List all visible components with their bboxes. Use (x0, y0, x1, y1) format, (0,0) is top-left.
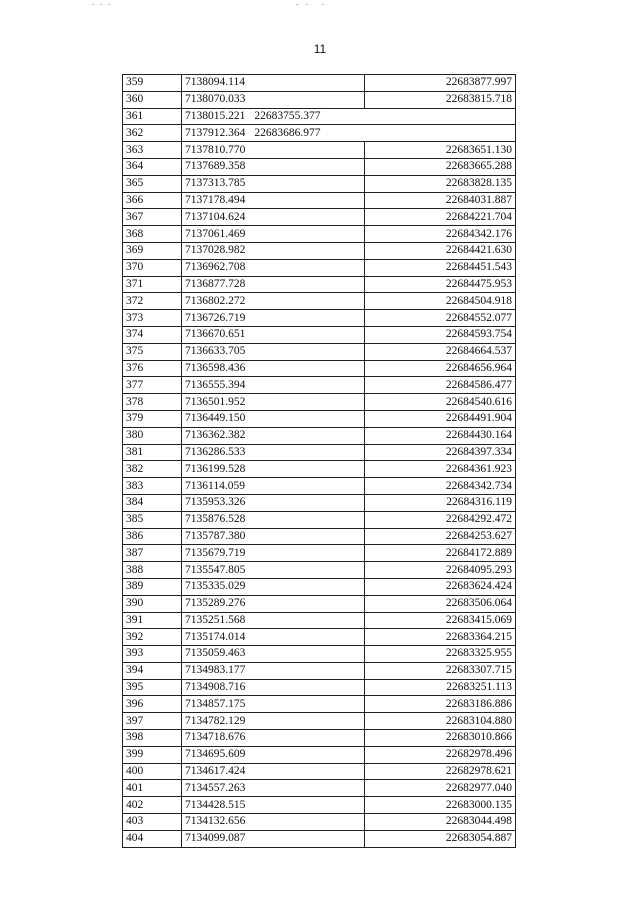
table-row (123, 75, 516, 92)
table-row (123, 511, 516, 528)
x-coordinate-cell: 7137689.358 (182, 158, 365, 175)
x-coordinate-cell: 7134099.087 (182, 830, 365, 847)
point-number-cell: 375 (123, 343, 182, 360)
x-coordinate-cell: 7136114.059 (182, 478, 365, 495)
table-row (123, 578, 516, 595)
x-coordinate-cell: 7134557.263 (182, 780, 365, 797)
y-coordinate-cell: 22683364.215 (365, 629, 516, 646)
y-coordinate: 22683755.377 (254, 109, 321, 122)
y-coordinate-cell: 22684342.734 (365, 478, 516, 495)
y-coordinate-cell: 22684031.887 (365, 192, 516, 209)
x-coordinate-cell: 7135174.014 (182, 629, 365, 646)
table-row (123, 746, 516, 763)
x-coordinate-cell: 7135679.719 (182, 545, 365, 562)
x-coordinate-cell: 7136633.705 (182, 343, 365, 360)
merged-coordinate-cell (182, 108, 516, 125)
y-coordinate-cell: 22683506.064 (365, 595, 516, 612)
point-number-cell: 393 (123, 646, 182, 663)
table-row (123, 276, 516, 293)
point-number-cell: 396 (123, 696, 182, 713)
y-coordinate-cell: 22684504.918 (365, 293, 516, 310)
point-number-cell: 388 (123, 562, 182, 579)
table-row (123, 679, 516, 696)
table-row (123, 494, 516, 511)
point-number-cell: 400 (123, 763, 182, 780)
y-coordinate-cell: 22684656.964 (365, 360, 516, 377)
point-number-cell: 370 (123, 259, 182, 276)
y-coordinate-cell: 22683251.113 (365, 679, 516, 696)
x-coordinate-cell: 7134617.424 (182, 763, 365, 780)
point-number-cell: 380 (123, 427, 182, 444)
table-row (123, 797, 516, 814)
y-coordinate-cell: 22684552.077 (365, 310, 516, 327)
y-coordinate-cell: 22683651.130 (365, 142, 516, 159)
point-number-cell: 381 (123, 444, 182, 461)
table-row (123, 478, 516, 495)
y-coordinate-cell: 22683815.718 (365, 91, 516, 108)
y-coordinate-cell: 22683104.880 (365, 713, 516, 730)
x-coordinate-cell: 7136598.436 (182, 360, 365, 377)
point-number-cell: 391 (123, 612, 182, 629)
coordinates-table-body (123, 75, 516, 848)
y-coordinate-cell: 22684421.630 (365, 242, 516, 259)
point-number-cell: 386 (123, 528, 182, 545)
x-coordinate-cell: 7136362.382 (182, 427, 365, 444)
y-coordinate-cell: 22683000.135 (365, 797, 516, 814)
y-coordinate-cell: 22684586.477 (365, 377, 516, 394)
y-coordinate-cell: 22684451.543 (365, 259, 516, 276)
y-coordinate-cell: 22683044.498 (365, 814, 516, 831)
table-row (123, 830, 516, 847)
y-coordinate-cell: 22683828.135 (365, 175, 516, 192)
y-coordinate-cell: 22684664.537 (365, 343, 516, 360)
x-coordinate-cell: 7136670.651 (182, 326, 365, 343)
table-row (123, 696, 516, 713)
point-number-cell: 360 (123, 91, 182, 108)
x-coordinate-cell: 7136501.952 (182, 394, 365, 411)
point-number-cell: 369 (123, 242, 182, 259)
point-number-cell: 384 (123, 494, 182, 511)
table-row (123, 461, 516, 478)
y-coordinate-cell: 22684397.334 (365, 444, 516, 461)
x-coordinate-cell: 7137313.785 (182, 175, 365, 192)
point-number-cell: 371 (123, 276, 182, 293)
point-number-cell: 399 (123, 746, 182, 763)
table-row (123, 226, 516, 243)
x-coordinate-cell: 7136286.533 (182, 444, 365, 461)
table-row (123, 377, 516, 394)
point-number-cell: 376 (123, 360, 182, 377)
table-row (123, 444, 516, 461)
table-row (123, 629, 516, 646)
x-coordinate-cell: 7135787.380 (182, 528, 365, 545)
y-coordinate-cell: 22683054.887 (365, 830, 516, 847)
point-number-cell: 359 (123, 75, 182, 92)
y-coordinate-cell: 22684316.119 (365, 494, 516, 511)
y-coordinate-cell: 22683186.886 (365, 696, 516, 713)
y-coordinate-cell: 22683325.955 (365, 646, 516, 663)
x-coordinate-cell: 7134857.175 (182, 696, 365, 713)
x-coordinate-cell: 7135289.276 (182, 595, 365, 612)
point-number-cell: 392 (123, 629, 182, 646)
x-coordinate-cell: 7134695.609 (182, 746, 365, 763)
x-coordinate-cell: 7137104.624 (182, 209, 365, 226)
x-coordinate: 7137912.364 (185, 126, 246, 139)
table-row (123, 192, 516, 209)
table-row (123, 713, 516, 730)
table-row (123, 763, 516, 780)
table-row (123, 780, 516, 797)
point-number-cell: 382 (123, 461, 182, 478)
y-coordinate-cell: 22682977.040 (365, 780, 516, 797)
point-number-cell: 363 (123, 142, 182, 159)
y-coordinate-cell: 22683624.424 (365, 578, 516, 595)
table-row (123, 175, 516, 192)
x-coordinate-cell: 7138070.033 (182, 91, 365, 108)
y-coordinate-cell: 22684491.904 (365, 410, 516, 427)
x-coordinate-cell: 7134908.716 (182, 679, 365, 696)
y-coordinate-cell: 22684540.616 (365, 394, 516, 411)
table-row (123, 91, 516, 108)
y-coordinate-cell: 22684475.953 (365, 276, 516, 293)
x-coordinate-cell: 7135953.326 (182, 494, 365, 511)
table-row (123, 293, 516, 310)
point-number-cell: 402 (123, 797, 182, 814)
point-number-cell: 398 (123, 730, 182, 747)
x-coordinate-cell: 7137028.982 (182, 242, 365, 259)
point-number-cell: 377 (123, 377, 182, 394)
coordinates-table (122, 74, 516, 848)
table-row (123, 545, 516, 562)
y-coordinate-cell: 22684253.627 (365, 528, 516, 545)
y-coordinate-cell: 22684361.923 (365, 461, 516, 478)
point-number-cell: 365 (123, 175, 182, 192)
y-coordinate-cell: 22684292.472 (365, 511, 516, 528)
table-row (123, 730, 516, 747)
table-row (123, 662, 516, 679)
merged-coordinate-cell (182, 125, 516, 142)
table-row (123, 562, 516, 579)
x-coordinate-cell: 7137178.494 (182, 192, 365, 209)
x-coordinate-cell: 7136962.708 (182, 259, 365, 276)
x-coordinate-cell: 7136726.719 (182, 310, 365, 327)
y-coordinate-cell: 22683307.715 (365, 662, 516, 679)
x-coordinate-cell: 7134718.676 (182, 730, 365, 747)
scan-specks (60, 4, 360, 10)
y-coordinate-cell: 22684172.889 (365, 545, 516, 562)
table-row (123, 595, 516, 612)
point-number-cell: 395 (123, 679, 182, 696)
point-number-cell: 367 (123, 209, 182, 226)
table-row (123, 108, 516, 125)
x-coordinate-cell: 7135335.029 (182, 578, 365, 595)
point-number-cell: 364 (123, 158, 182, 175)
x-coordinate-cell: 7137061.469 (182, 226, 365, 243)
y-coordinate-cell: 22684593.754 (365, 326, 516, 343)
y-coordinate-cell: 22683010.866 (365, 730, 516, 747)
point-number-cell: 383 (123, 478, 182, 495)
x-coordinate-cell: 7136802.272 (182, 293, 365, 310)
y-coordinate-cell: 22683877.997 (365, 75, 516, 92)
point-number-cell: 362 (123, 125, 182, 142)
table-row (123, 410, 516, 427)
x-coordinate-cell: 7135547.805 (182, 562, 365, 579)
x-coordinate-cell: 7136449.150 (182, 410, 365, 427)
y-coordinate-cell: 22682978.621 (365, 763, 516, 780)
point-number-cell: 404 (123, 830, 182, 847)
y-coordinate-cell: 22684095.293 (365, 562, 516, 579)
x-coordinate-cell: 7138094.114 (182, 75, 365, 92)
table-row (123, 528, 516, 545)
point-number-cell: 387 (123, 545, 182, 562)
table-row (123, 612, 516, 629)
y-coordinate: 22683686.977 (254, 126, 321, 139)
x-coordinate-cell: 7134428.515 (182, 797, 365, 814)
point-number-cell: 374 (123, 326, 182, 343)
point-number-cell: 397 (123, 713, 182, 730)
table-row (123, 259, 516, 276)
point-number-cell: 403 (123, 814, 182, 831)
point-number-cell: 401 (123, 780, 182, 797)
x-coordinate-cell: 7134132.656 (182, 814, 365, 831)
table-row (123, 209, 516, 226)
table-row (123, 394, 516, 411)
y-coordinate-cell: 22684221.704 (365, 209, 516, 226)
point-number-cell: 385 (123, 511, 182, 528)
point-number-cell: 373 (123, 310, 182, 327)
x-coordinate-cell: 7134983.177 (182, 662, 365, 679)
point-number-cell: 390 (123, 595, 182, 612)
x-coordinate-cell: 7135059.463 (182, 646, 365, 663)
point-number-cell: 366 (123, 192, 182, 209)
y-coordinate-cell: 22683415.069 (365, 612, 516, 629)
point-number-cell: 378 (123, 394, 182, 411)
point-number-cell: 368 (123, 226, 182, 243)
table-row (123, 310, 516, 327)
table-row (123, 814, 516, 831)
table-row (123, 242, 516, 259)
y-coordinate-cell: 22682978.496 (365, 746, 516, 763)
table-row (123, 343, 516, 360)
table-row (123, 427, 516, 444)
table-row (123, 646, 516, 663)
point-number-cell: 379 (123, 410, 182, 427)
point-number-cell: 394 (123, 662, 182, 679)
point-number-cell: 372 (123, 293, 182, 310)
table-row (123, 326, 516, 343)
x-coordinate-cell: 7137810.770 (182, 142, 365, 159)
table-row (123, 360, 516, 377)
page-number: 11 (313, 42, 327, 56)
x-coordinate-cell: 7135876.528 (182, 511, 365, 528)
table-row (123, 158, 516, 175)
x-coordinate-cell: 7136199.528 (182, 461, 365, 478)
x-coordinate: 7138015.221 (185, 109, 246, 122)
point-number-cell: 389 (123, 578, 182, 595)
y-coordinate-cell: 22684430.164 (365, 427, 516, 444)
point-number-cell: 361 (123, 108, 182, 125)
x-coordinate-cell: 7136877.728 (182, 276, 365, 293)
x-coordinate-cell: 7136555.394 (182, 377, 365, 394)
table-row (123, 125, 516, 142)
table-row (123, 142, 516, 159)
y-coordinate-cell: 22684342.176 (365, 226, 516, 243)
x-coordinate-cell: 7135251.568 (182, 612, 365, 629)
x-coordinate-cell: 7134782.129 (182, 713, 365, 730)
y-coordinate-cell: 22683665.288 (365, 158, 516, 175)
